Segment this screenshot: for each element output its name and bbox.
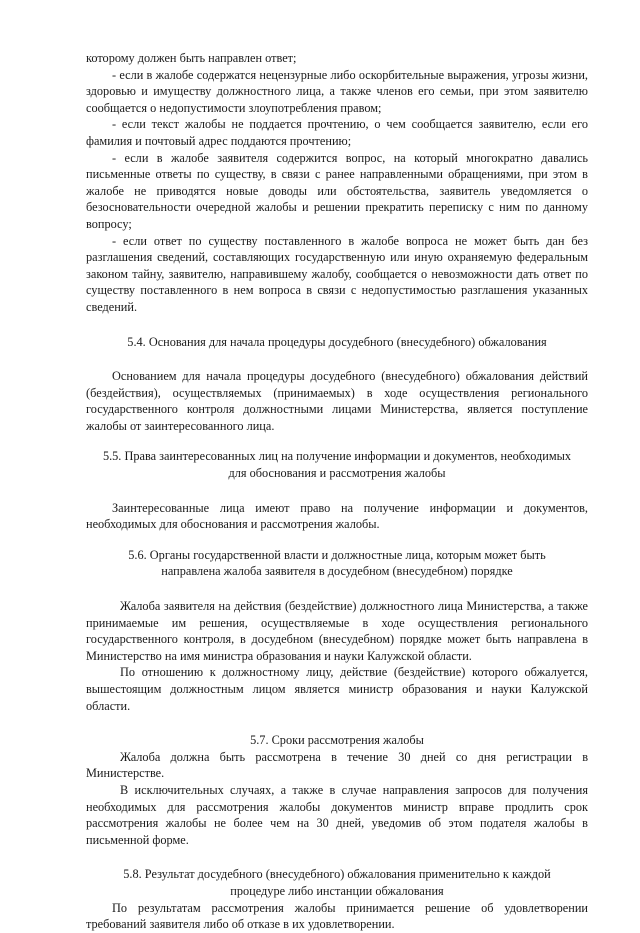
section-5-5-heading-line1: 5.5. Права заинтересованных лиц на получение информации и документов, необходимых xyxy=(102,449,572,464)
section-5-7-heading: 5.7. Сроки рассмотрения жалобы xyxy=(250,733,424,748)
bullet-obscene-language: - если в жалобе содержатся нецензурные либо оскорбительные выражения, угрозы жизни, здоровью и имуществу должностного лица, а также членов его семьи, при этом заявителю сообщается о недопустимости злоупотребления правом; xyxy=(86,67,588,115)
bullet-unreadable-text: - если текст жалобы не поддается прочтению, о чем сообщается заявителю, если его фамилия и почтовый адрес поддаются прочтению; xyxy=(86,117,588,148)
continuation-text: которому должен быть направлен ответ; xyxy=(86,51,297,65)
bullet-repeated-question: - если в жалобе заявителя содержится вопрос, на который многократно давались письменные ответы по существу, в связи с ранее направленными обращениями, при этом в жалобе не приводятся новые доводы или обстоятельства, заявитель уведомляется о безосновательности очередной жалобы и решении прекратить переписку с ним по данному вопросу; xyxy=(86,150,588,231)
section-5-4-heading: 5.4. Основания для начала процедуры досудебного (внесудебного) обжалования xyxy=(127,334,547,349)
section-5-6-heading-line2: направлена жалоба заявителя в досудебном (внесудебном) порядке xyxy=(161,564,513,579)
section-5-7-text-2: В исключительных случаях, а также в случае направления запросов для получения необходимых для рассмотрения жалобы документов министр вправе продлить срок рассмотрения жалобы не более чем на 30 дней, уведомив об этом подателя жалобы в письменной форме. xyxy=(86,782,588,847)
section-5-6-heading-line1: 5.6. Органы государственной власти и должностные лица, которым может быть xyxy=(128,547,546,562)
section-5-6-text-2: По отношению к должностному лицу, действие (бездействие) которого обжалуется, вышестоящим должностным лицом является министр образования и науки Калужской области. xyxy=(86,665,588,713)
section-5-5-heading-line2: для обоснования и рассмотрения жалобы xyxy=(228,466,446,481)
section-5-6-text-1: Жалоба заявителя на действия (бездействие) должностного лица Министерства, а также принимаемые им решения, осуществляемые в ходе осуществления регионального государственного контроля, в досудебном (внесудебном) порядке может быть направлена в Министерство на имя министра образования и науки Калужской области. xyxy=(86,599,588,663)
section-5-8-heading-line2: процедуре либо инстанции обжалования xyxy=(230,883,444,898)
section-5-4-text: Основанием для начала процедуры досудебного (внесудебного) обжалования действий (бездействия), осуществляемых (принимаемых) в ходе осуществления регионального государственного контроля должностными лицами Министерства, является поступление жалобы от заинтересованного лица. xyxy=(86,369,588,433)
section-5-8-heading-line1: 5.8. Результат досудебного (внесудебного) обжалования применительно к каждой xyxy=(123,867,551,882)
document-page xyxy=(86,50,588,933)
section-5-8-text: По результатам рассмотрения жалобы принимается решение об удовлетворении требований заявителя либо об отказе в их удовлетворении. xyxy=(86,900,588,932)
section-5-7-text-1: Жалоба должна быть рассмотрена в течение 30 дней со дня регистрации в Министерстве. xyxy=(86,749,588,781)
bullet-secret-information: - если ответ по существу поставленного в жалобе вопроса не может быть дан без разглашения сведений, составляющих государственную или иную охраняемую федеральным законом тайну, заявителю, направившему жалобу, сообщается о невозможности дать ответ по существу поставленного в нем вопроса в связи с недопустимостью разглашения указанных сведений. xyxy=(86,233,588,314)
section-5-5-text: Заинтересованные лица имеют право на получение информации и документов, необходимых для обоснования и рассмотрения жалобы. xyxy=(86,500,588,532)
